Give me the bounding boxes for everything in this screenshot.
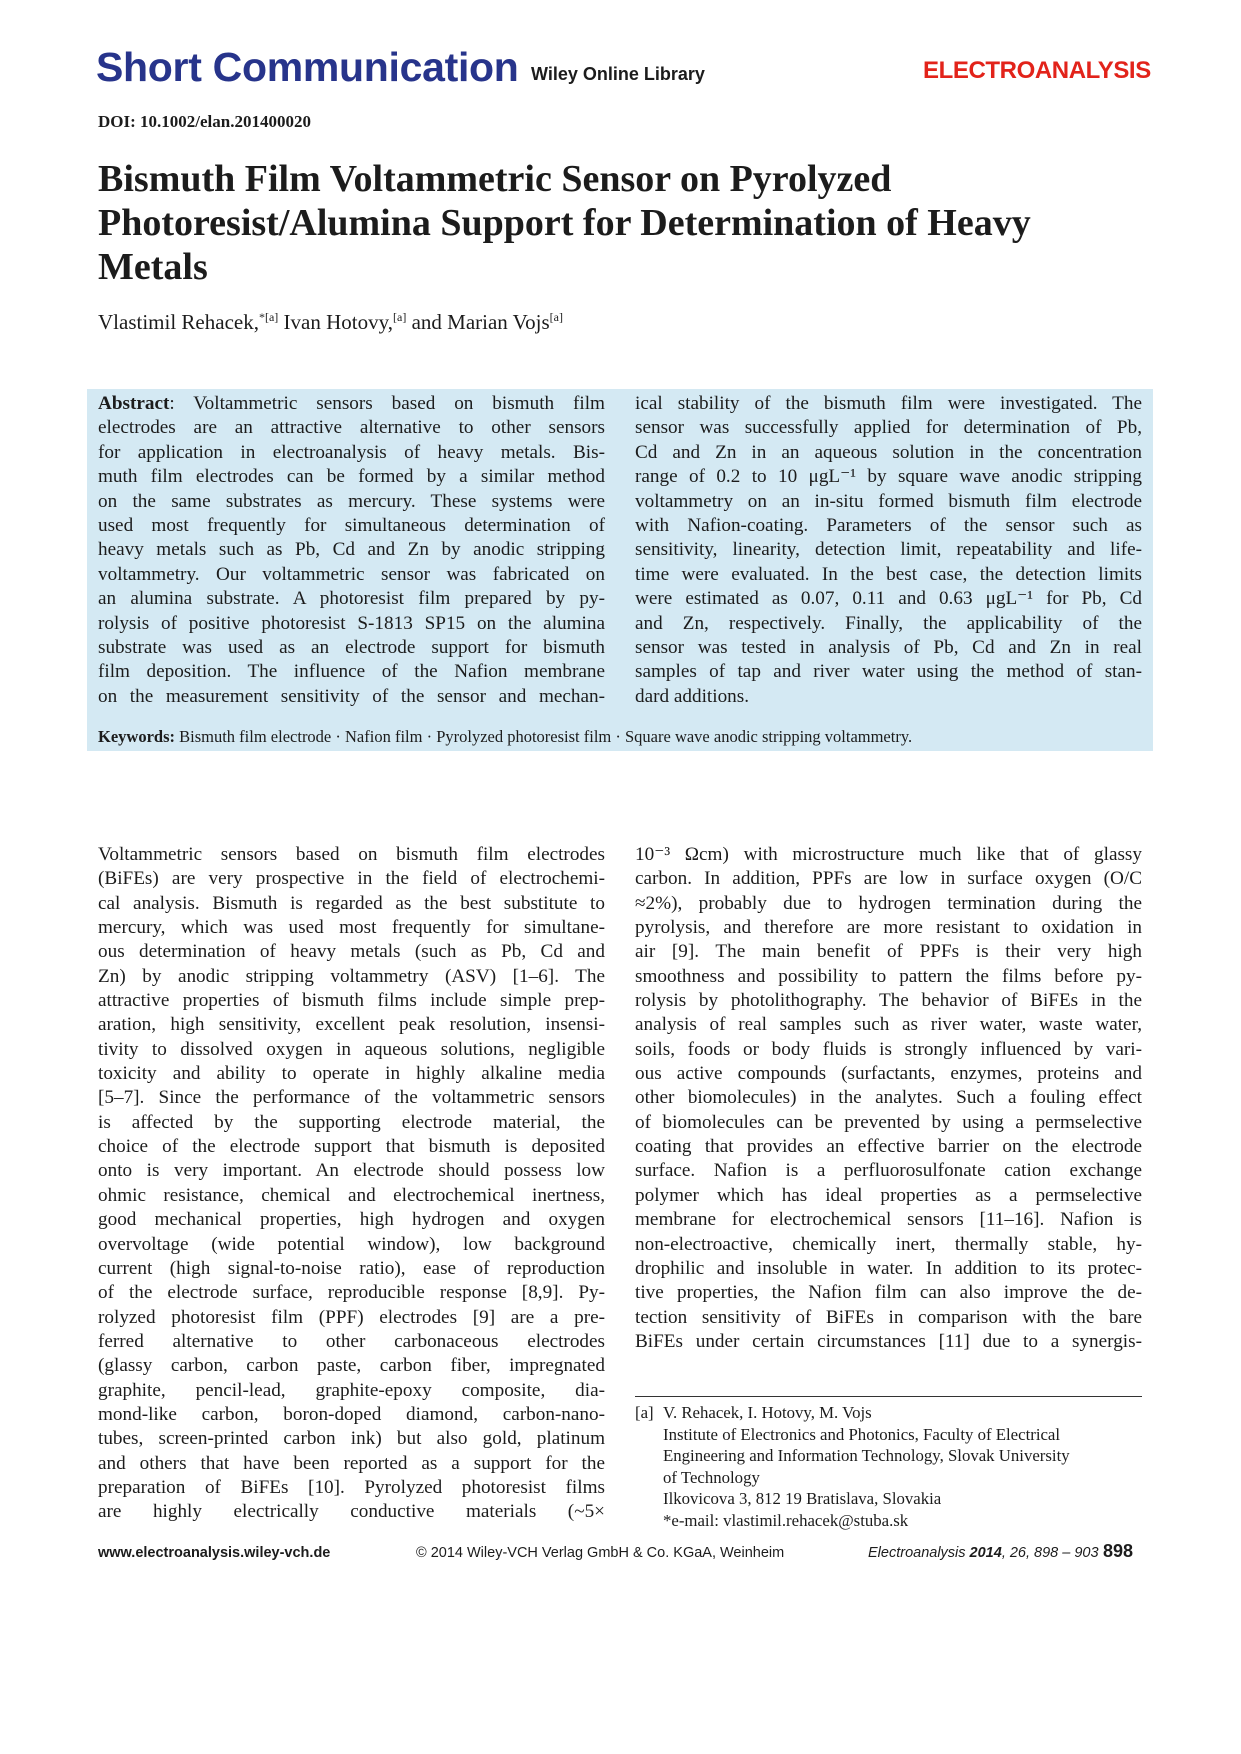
- abstract-line: Cd and Zn in an aqueous solution in the concentration: [635, 441, 1142, 463]
- body-text-line: and others that have been reported as a support for the: [98, 1452, 605, 1474]
- section-label: Short Communication: [96, 44, 519, 90]
- body-text-line: tive properties, the Nafion film can also improve the de-: [635, 1282, 1142, 1304]
- body-text-line: ous determination of heavy metals (such as Pb, Cd and: [98, 941, 605, 963]
- body-text-line: tivity to dissolved oxygen in aqueous solutions, negligible: [98, 1038, 605, 1060]
- abstract-line: voltammetry on an in-situ formed bismuth film electrode: [635, 490, 1142, 512]
- doi: DOI: 10.1002/elan.201400020: [98, 112, 311, 131]
- body-text-line: coating that provides an effective barrier on the electrode: [635, 1136, 1142, 1158]
- abstract-line: dard additions.: [635, 685, 750, 707]
- body-text-line: rolysis by photolithography. The behavior of BiFEs in the: [635, 990, 1142, 1012]
- abstract-right-column: [635, 392, 1142, 709]
- abstract-line: film deposition. The influence of the Nafion membrane: [98, 661, 605, 683]
- keywords-label: Keywords:: [98, 727, 175, 746]
- body-right-column: [635, 843, 1142, 1354]
- body-text-line: onto is very important. An electrode should possess low: [98, 1160, 605, 1182]
- author-name: Ivan Hotovy,: [278, 310, 393, 334]
- abstract-line: range of 0.2 to 10 μgL⁻¹ by square wave anodic stripping: [635, 466, 1142, 488]
- body-text-line: mercury, which was used most frequently for simultane-: [98, 917, 605, 939]
- body-text-line: choice of the electrode support that bismuth is deposited: [98, 1136, 605, 1158]
- abstract-line: samples of tap and river water using the method of stan-: [635, 661, 1142, 683]
- abstract-line: sensitivity, linearity, detection limit, repeatability and life-: [635, 539, 1142, 561]
- footnote-body: [663, 1402, 1070, 1532]
- abstract-line: electrodes are an attractive alternative to other sensors: [98, 417, 605, 439]
- body-text-line: aration, high sensitivity, excellent peak resolution, insensi-: [98, 1014, 605, 1036]
- body-text-line: ferred alternative to other carbonaceous electrodes: [98, 1330, 605, 1352]
- abstract-line: muth film electrodes can be formed by a similar method: [98, 466, 605, 488]
- abstract-line: with Nafion-coating. Parameters of the sensor such as: [635, 515, 1142, 537]
- publisher-label: Wiley Online Library: [531, 64, 705, 84]
- body-text-line: (BiFEs) are very prospective in the field of electrochemi-: [98, 868, 605, 890]
- abstract-line: were estimated as 0.07, 0.11 and 0.63 μgL⁻¹ for Pb, Cd: [635, 588, 1142, 610]
- page-number: 898: [1103, 1541, 1134, 1561]
- body-text-line: non-electroactive, chemically inert, thermally stable, hy-: [635, 1233, 1142, 1255]
- journal-url[interactable]: www.electroanalysis.wiley-vch.de: [98, 1545, 331, 1561]
- body-text-line: membrane for electrochemical sensors [11–16]. Nafion is: [635, 1209, 1142, 1231]
- author-name: Vlastimil Rehacek,: [98, 310, 259, 334]
- citation-journal: Electroanalysis: [868, 1545, 970, 1561]
- abstract-left-column: [98, 392, 605, 709]
- body-text-line: ≈2%), probably due to hydrogen termination during the: [635, 892, 1142, 914]
- abstract-line: substrate was used as an electrode support for bismuth: [98, 637, 605, 659]
- abstract-line: for application in electroanalysis of heavy metals. Bis-: [98, 441, 605, 463]
- body-text-line: polymer which has ideal properties as a permselective: [635, 1184, 1142, 1206]
- keywords: [98, 727, 912, 747]
- body-text-line: current (high signal-to-noise ratio), ease of reproduction: [98, 1257, 605, 1279]
- abstract-line: sensor was tested in analysis of Pb, Cd and Zn in real: [635, 637, 1142, 659]
- abstract-line: sensor was successfully applied for determination of Pb,: [635, 417, 1142, 439]
- body-text-line: drophilic and insoluble in water. In addition to its protec-: [635, 1257, 1142, 1279]
- abstract-line: used most frequently for simultaneous determination of: [98, 515, 605, 537]
- author-list: [98, 310, 563, 335]
- footnote-line: Institute of Electronics and Photonics, Faculty of Electrical: [663, 1424, 1061, 1444]
- body-text-line: are highly electrically conductive materials (~5×: [98, 1501, 605, 1523]
- body-text-line: air [9]. The main benefit of PPFs is their very high: [635, 941, 1142, 963]
- body-text-line: [5–7]. Since the performance of the voltammetric sensors: [98, 1087, 605, 1109]
- body-text-line: (glassy carbon, carbon paste, carbon fiber, impregnated: [98, 1355, 605, 1377]
- abstract-line: and Zn, respectively. Finally, the applicability of the: [635, 612, 1142, 634]
- journal-name: ELECTROANALYSIS: [923, 57, 1151, 84]
- copyright-notice: © 2014 Wiley-VCH Verlag GmbH & Co. KGaA, Weinheim: [416, 1545, 785, 1561]
- footnote-divider: [635, 1396, 1142, 1397]
- body-text-line: BiFEs under certain circumstances [11] due to a synergis-: [635, 1330, 1142, 1352]
- footnote-line: Ilkovicova 3, 812 19 Bratislava, Slovakia: [663, 1489, 942, 1509]
- footnote-line: of Technology: [663, 1467, 760, 1487]
- author-name: and Marian Vojs: [406, 310, 550, 334]
- abstract-line: on the measurement sensitivity of the sensor and mechan-: [98, 685, 605, 707]
- article-title: [98, 157, 1158, 289]
- footnote-line: *e-mail: vlastimil.rehacek@stuba.sk: [663, 1510, 909, 1530]
- abstract-line: an alumina substrate. A photoresist film prepared by py-: [98, 588, 605, 610]
- body-text-line: soils, foods or body fluids is strongly influenced by vari-: [635, 1038, 1142, 1060]
- citation-volume-pages: , 26, 898 – 903: [1001, 1545, 1099, 1561]
- body-text-line: other biomolecules) in the analytes. Such a fouling effect: [635, 1087, 1142, 1109]
- author-affiliation-mark: [a]: [549, 310, 563, 324]
- author-affiliation-mark: [a]: [393, 310, 407, 324]
- body-text-line: cal analysis. Bismuth is regarded as the best substitute to: [98, 892, 605, 914]
- title-line: Bismuth Film Voltammetric Sensor on Pyrolyzed: [98, 158, 892, 200]
- body-text-line: ous active compounds (surfactants, enzymes, proteins and: [635, 1063, 1142, 1085]
- body-text-line: tubes, screen-printed carbon ink) but also gold, platinum: [98, 1428, 605, 1450]
- citation-year: 2014: [969, 1545, 1002, 1561]
- body-text-line: 10⁻³ Ωcm) with microstructure much like that of glassy: [635, 844, 1142, 865]
- body-text-line: toxicity and ability to operate in highly alkaline media: [98, 1063, 605, 1085]
- body-text-line: is affected by the supporting electrode material, the: [98, 1111, 605, 1133]
- body-text-line: good mechanical properties, high hydrogen and oxygen: [98, 1209, 605, 1231]
- footnote-line: V. Rehacek, I. Hotovy, M. Vojs: [663, 1403, 872, 1422]
- abstract-line: rolysis of positive photoresist S-1813 SP15 on the alumina: [98, 612, 605, 634]
- body-text-line: of the electrode surface, reproducible response [8,9]. Py-: [98, 1282, 605, 1304]
- abstract-line: on the same substrates as mercury. These systems were: [98, 490, 605, 512]
- abstract-first-line: : Voltammetric sensors based on bismuth film: [169, 393, 605, 414]
- author-affiliation-mark: *[a]: [258, 310, 279, 324]
- citation: [868, 1545, 1099, 1561]
- abstract-line: heavy metals such as Pb, Cd and Zn by anodic stripping: [98, 539, 605, 561]
- abstract-line: voltammetry. Our voltammetric sensor was fabricated on: [98, 563, 605, 585]
- body-text-line: overvoltage (wide potential window), low background: [98, 1233, 605, 1255]
- keywords-text: Bismuth film electrode · Nafion film · Pyrolyzed photoresist film · Square wave anodic stripping voltammetry.: [179, 727, 913, 746]
- body-text-line: ohmic resistance, chemical and electrochemical inertness,: [98, 1184, 605, 1206]
- abstract-line: [98, 392, 605, 416]
- body-text-line: carbon. In addition, PPFs are low in surface oxygen (O/C: [635, 868, 1142, 890]
- footnote-tag: [a]: [635, 1403, 654, 1422]
- affiliation-footnote: [635, 1402, 1070, 1532]
- body-text-line: pyrolysis, and therefore are more resistant to oxidation in: [635, 917, 1142, 939]
- title-line: Photoresist/Alumina Support for Determination of Heavy: [98, 202, 1031, 244]
- abstract-label: Abstract: [98, 393, 170, 414]
- body-text-line: Zn) by anodic stripping voltammetry (ASV) [1–6]. The: [98, 965, 605, 987]
- body-text-line: tection sensitivity of BiFEs in comparison with the bare: [635, 1306, 1142, 1328]
- abstract-line: time were evaluated. In the best case, the detection limits: [635, 563, 1142, 585]
- body-left-column: [98, 843, 605, 1525]
- body-text-line: analysis of real samples such as river water, waste water,: [635, 1014, 1142, 1036]
- body-text-line: surface. Nafion is a perfluorosulfonate cation exchange: [635, 1160, 1142, 1182]
- body-text-line: rolyzed photoresist film (PPF) electrodes [9] are a pre-: [98, 1306, 605, 1328]
- body-text-line: preparation of BiFEs [10]. Pyrolyzed photoresist films: [98, 1476, 605, 1498]
- body-text-line: smoothness and possibility to pattern the films before py-: [635, 965, 1142, 987]
- body-text-line: of biomolecules can be prevented by using a permselective: [635, 1111, 1142, 1133]
- footnote-line: Engineering and Information Technology, Slovak University: [663, 1446, 1070, 1466]
- abstract-line: ical stability of the bismuth film were investigated. The: [635, 393, 1142, 414]
- body-text-line: attractive properties of bismuth films include simple prep-: [98, 990, 605, 1012]
- title-line: Metals: [98, 246, 208, 288]
- body-text-line: mond-like carbon, boron-doped diamond, carbon-nano-: [98, 1403, 605, 1425]
- body-text-line: graphite, pencil-lead, graphite-epoxy composite, dia-: [98, 1379, 605, 1401]
- body-text-line: Voltammetric sensors based on bismuth film electrodes: [98, 844, 605, 865]
